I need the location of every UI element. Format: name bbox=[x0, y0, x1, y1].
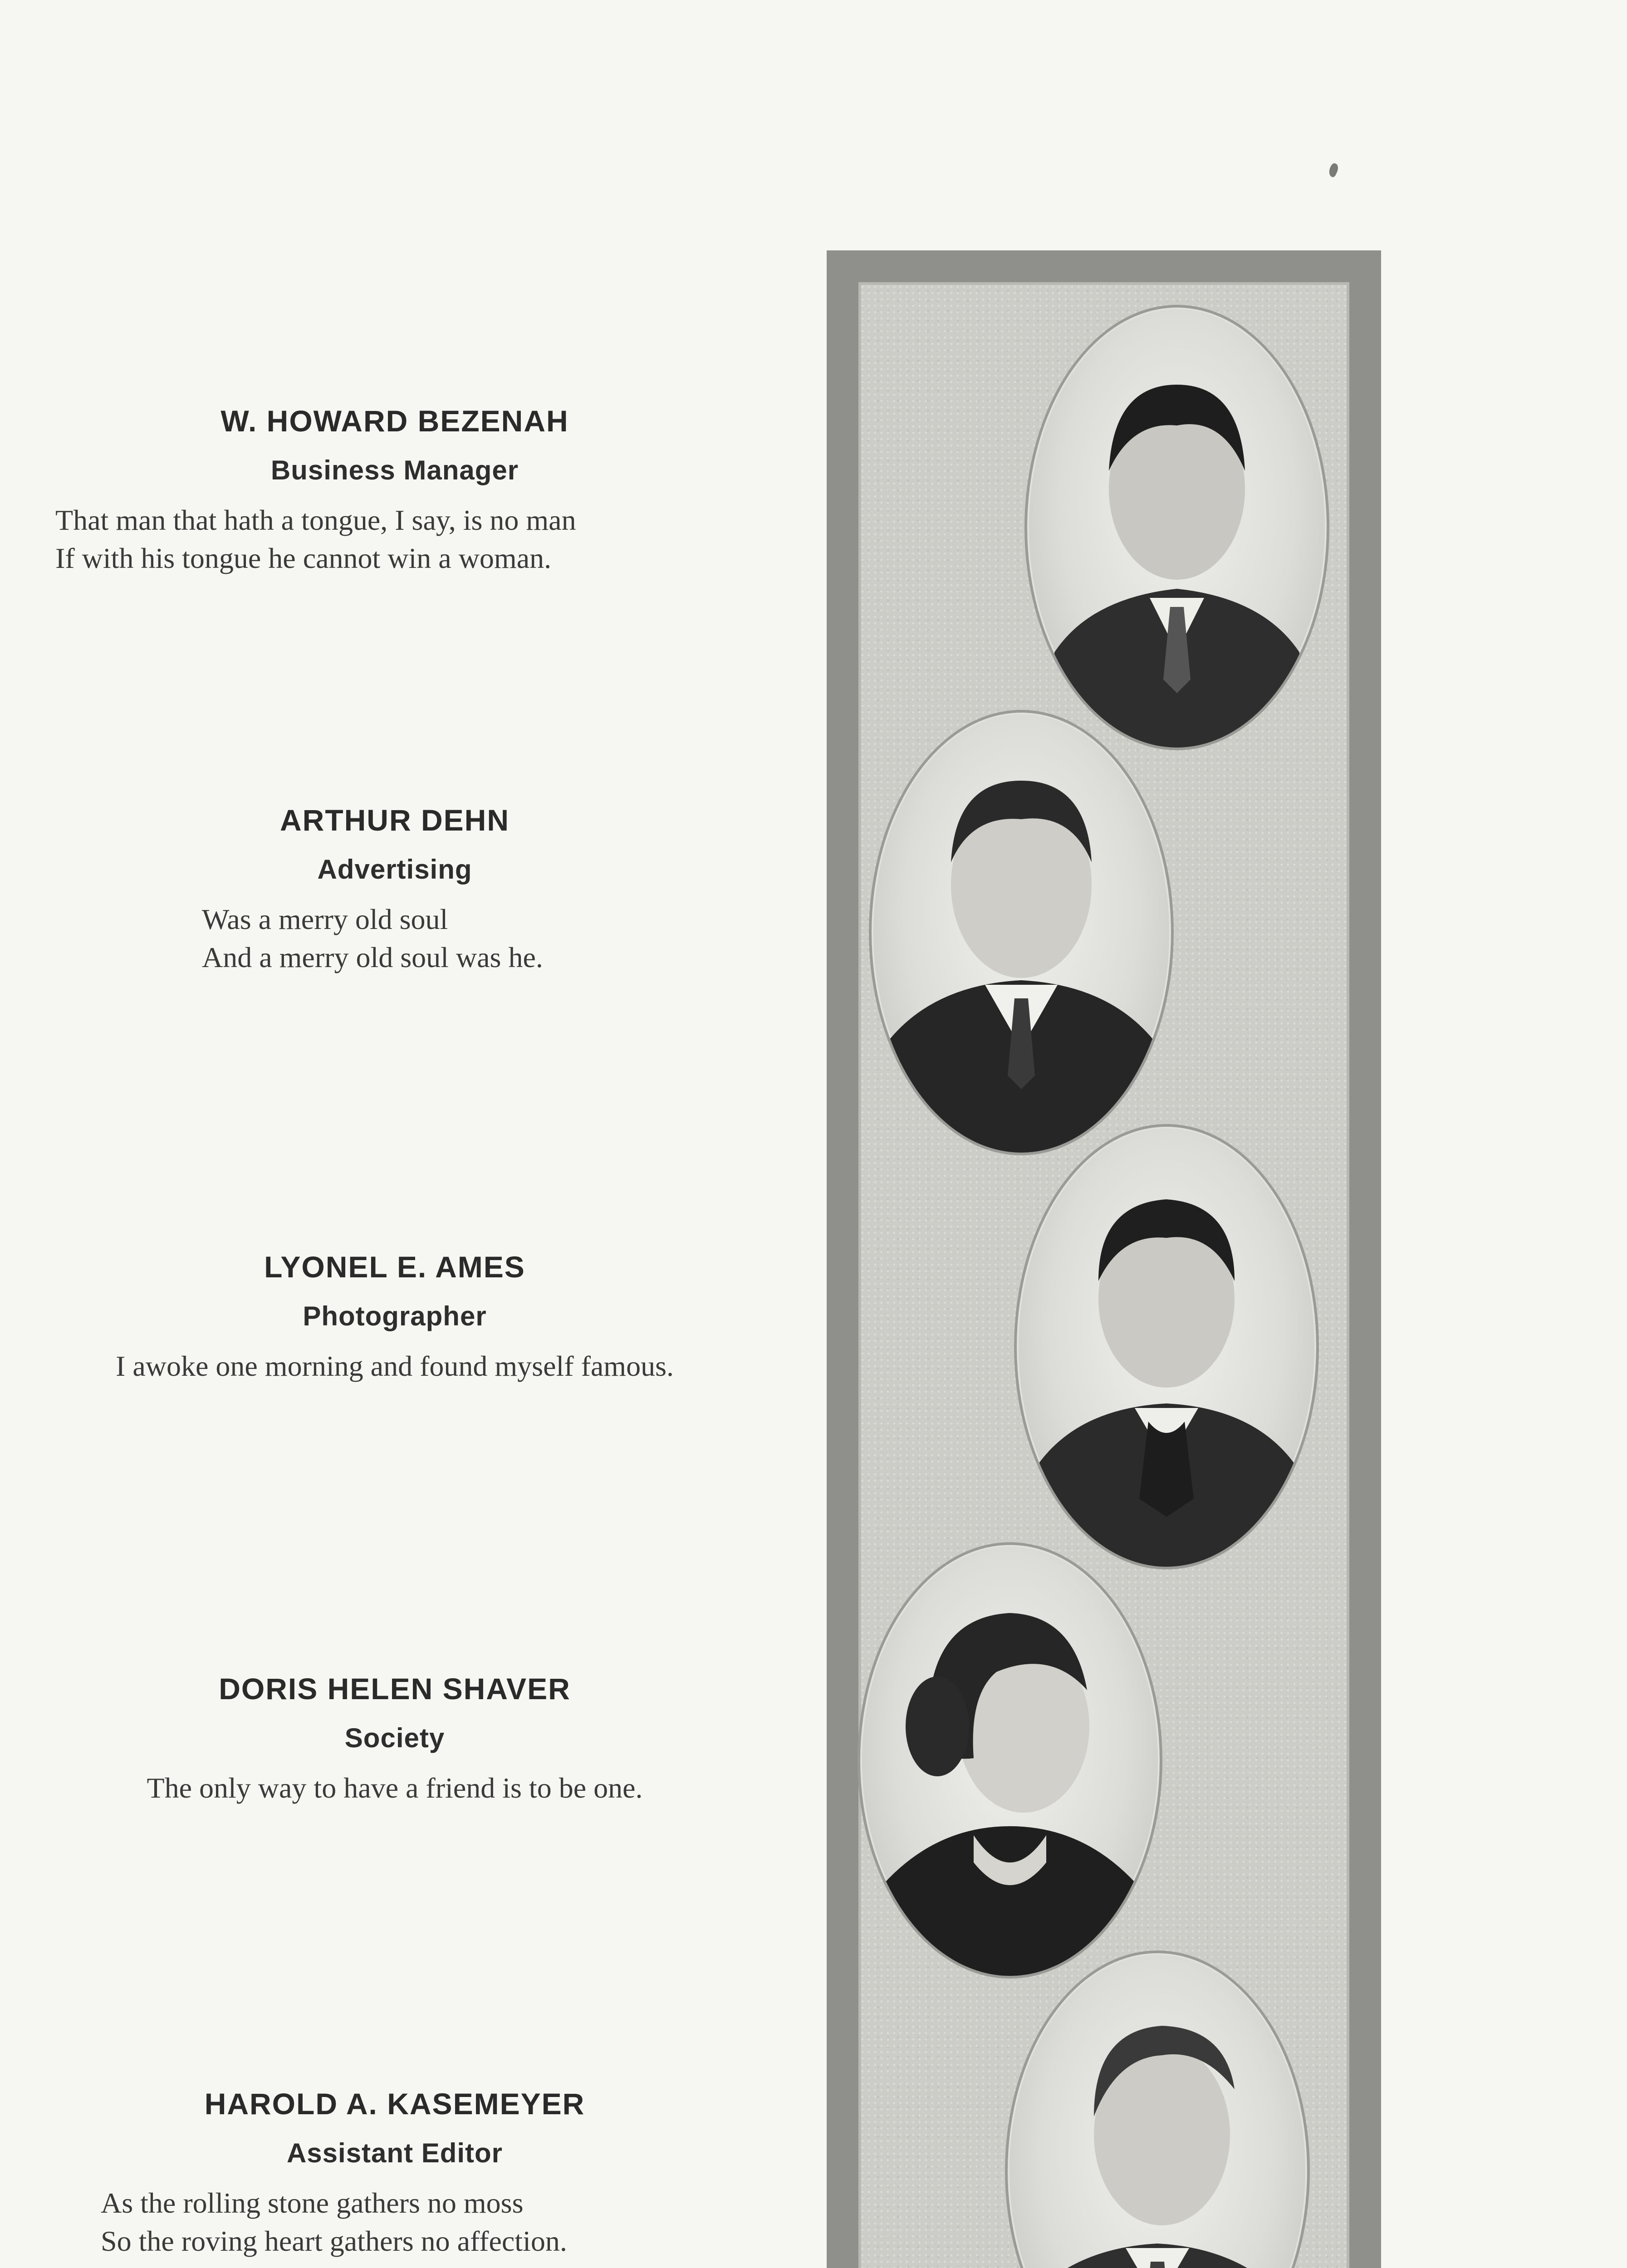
portrait-dehn bbox=[869, 710, 1174, 1155]
person-name: LYONEL E. AMES bbox=[264, 1250, 525, 1284]
person-quote bbox=[55, 501, 789, 577]
quote-line: I awoke one morning and found myself famous. bbox=[116, 1350, 674, 1382]
person-name: W. HOWARD BEZENAH bbox=[221, 404, 569, 438]
person-role: Business Manager bbox=[270, 455, 519, 485]
person-role: Photographer bbox=[303, 1301, 487, 1331]
entry-bezenah bbox=[0, 406, 789, 577]
portrait-bezenah bbox=[1024, 305, 1329, 750]
portrait-shaver bbox=[858, 1542, 1162, 1979]
person-role: Advertising bbox=[317, 854, 472, 885]
quote-line: The only way to have a friend is to be one. bbox=[147, 1772, 643, 1804]
entry-ames bbox=[0, 1252, 789, 1385]
quote-line: And a merry old soul was he. bbox=[202, 941, 543, 973]
person-name: DORIS HELEN SHAVER bbox=[219, 1672, 571, 1706]
entry-dehn bbox=[0, 805, 789, 977]
entry-shaver bbox=[0, 1674, 789, 1807]
quote-line: If with his tongue he cannot win a woman. bbox=[55, 542, 552, 574]
paper-mark bbox=[1327, 162, 1340, 178]
quote-line: That man that hath a tongue, I say, is no man bbox=[55, 504, 576, 536]
portrait-ames bbox=[1014, 1124, 1319, 1569]
quote-line: So the roving heart gathers no affection. bbox=[101, 2225, 567, 2257]
person-name: HAROLD A. KASEMEYER bbox=[204, 2087, 585, 2121]
person-role: Society bbox=[344, 1723, 445, 1753]
person-quote bbox=[101, 2184, 789, 2260]
person-quote bbox=[0, 1347, 789, 1385]
portrait-kasemeyer bbox=[1005, 1950, 1310, 2268]
person-quote bbox=[202, 900, 789, 977]
person-name: ARTHUR DEHN bbox=[280, 803, 510, 837]
quote-line: As the rolling stone gathers no moss bbox=[101, 2187, 524, 2219]
person-quote bbox=[0, 1769, 789, 1807]
person-role: Assistant Editor bbox=[286, 2138, 503, 2168]
quote-line: Was a merry old soul bbox=[202, 903, 448, 935]
entry-kasemeyer bbox=[0, 2089, 789, 2260]
